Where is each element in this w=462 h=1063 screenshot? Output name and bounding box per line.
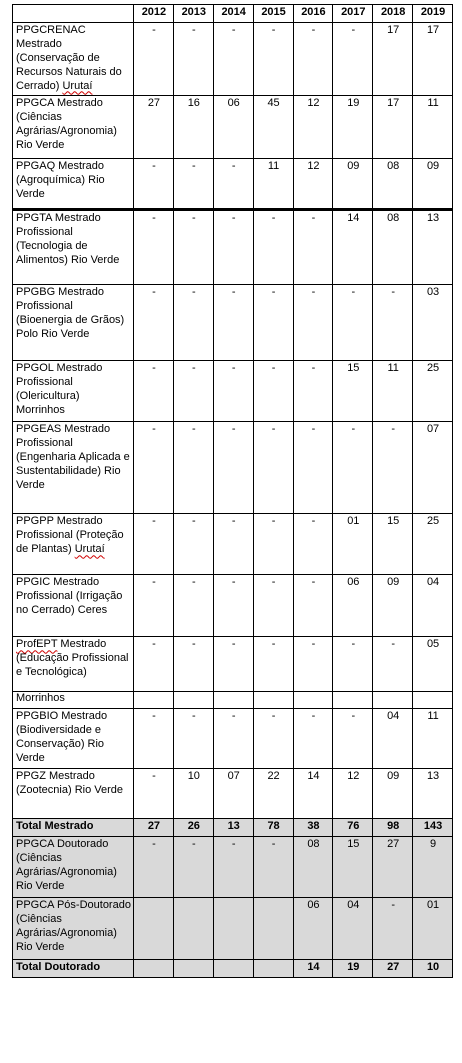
value-cell: 06: [333, 575, 373, 637]
table-row: [13, 422, 453, 514]
empty-cell: [213, 692, 253, 709]
header-row: [13, 5, 453, 23]
value-cell: 09: [373, 769, 413, 819]
value-cell: 17: [373, 22, 413, 96]
value-cell: 27: [373, 960, 413, 978]
value-cell: -: [293, 637, 333, 692]
year-header: 2017: [333, 5, 373, 23]
value-cell: 11: [413, 96, 453, 159]
value-cell: [213, 960, 253, 978]
year-header: 2014: [213, 5, 253, 23]
value-cell: 09: [413, 159, 453, 210]
program-name: PPGPP Mestrado Profissional (Proteção de Plantas): [16, 515, 124, 556]
table-row: [13, 692, 453, 709]
value-cell: 12: [293, 96, 333, 159]
value-cell: -: [213, 159, 253, 210]
value-cell: [213, 898, 253, 960]
value-cell: 01: [413, 898, 453, 960]
program-name-cell: [13, 575, 134, 637]
value-cell: -: [253, 422, 293, 514]
value-cell: 98: [373, 819, 413, 837]
program-name-cell: [13, 361, 134, 422]
table-row: [13, 575, 453, 637]
value-cell: -: [213, 210, 253, 285]
value-cell: 10: [173, 769, 213, 819]
program-name-cell: [13, 159, 134, 210]
table-row: [13, 637, 453, 692]
value-cell: -: [373, 898, 413, 960]
value-cell: -: [213, 637, 253, 692]
program-name-flagged: Urutaí: [74, 543, 105, 556]
value-cell: 15: [333, 361, 373, 422]
value-cell: 13: [413, 210, 453, 285]
programs-table-container: [12, 4, 452, 978]
value-cell: 09: [373, 575, 413, 637]
program-name: PPGTA Mestrado Profissional (Tecnologia de Alimentos) Rio Verde: [16, 212, 120, 267]
table-row: [13, 96, 453, 159]
value-cell: -: [134, 361, 174, 422]
value-cell: -: [173, 159, 213, 210]
value-cell: -: [173, 285, 213, 361]
value-cell: 22: [253, 769, 293, 819]
year-header: 2018: [373, 5, 413, 23]
value-cell: 05: [413, 637, 453, 692]
value-cell: -: [253, 575, 293, 637]
value-cell: 12: [333, 769, 373, 819]
value-cell: 14: [293, 960, 333, 978]
year-header: 2013: [173, 5, 213, 23]
table-row: [13, 514, 453, 575]
program-name: PPGIC Mestrado Profissional (Irrigação no Cerrado) Ceres: [16, 576, 123, 617]
program-name-cell: [13, 514, 134, 575]
value-cell: -: [253, 210, 293, 285]
value-cell: -: [253, 637, 293, 692]
program-name-suffix: Mestrado (Educação Profissional e Tecnológica): [16, 638, 129, 679]
value-cell: -: [213, 422, 253, 514]
value-cell: 14: [293, 769, 333, 819]
total-mestrado-row: [13, 819, 453, 837]
value-cell: -: [253, 837, 293, 898]
value-cell: -: [213, 575, 253, 637]
value-cell: 06: [293, 898, 333, 960]
value-cell: 15: [333, 837, 373, 898]
value-cell: -: [173, 514, 213, 575]
program-name-cell: [13, 709, 134, 769]
value-cell: -: [134, 514, 174, 575]
value-cell: -: [134, 22, 174, 96]
empty-cell: [413, 692, 453, 709]
value-cell: -: [333, 637, 373, 692]
program-name: PPGOL Mestrado Profissional (Olericultura) Morrinhos: [16, 362, 103, 417]
program-name-cell: [13, 285, 134, 361]
value-cell: 10: [413, 960, 453, 978]
table-row: [13, 210, 453, 285]
value-cell: 143: [413, 819, 453, 837]
value-cell: 27: [134, 819, 174, 837]
value-cell: -: [134, 769, 174, 819]
value-cell: 27: [373, 837, 413, 898]
value-cell: 19: [333, 960, 373, 978]
value-cell: -: [213, 837, 253, 898]
program-name: PPGAQ Mestrado (Agroquímica) Rio Verde: [16, 160, 105, 201]
value-cell: -: [213, 285, 253, 361]
year-header: 2016: [293, 5, 333, 23]
value-cell: 11: [373, 361, 413, 422]
value-cell: -: [134, 709, 174, 769]
value-cell: -: [293, 514, 333, 575]
program-name: PPGBIO Mestrado (Biodiversidade e Conservação) Rio Verde: [16, 710, 108, 765]
value-cell: -: [173, 637, 213, 692]
value-cell: -: [134, 210, 174, 285]
value-cell: 04: [373, 709, 413, 769]
value-cell: 45: [253, 96, 293, 159]
program-name: PPGCRENAC Mestrado (Conservação de Recursos Naturais do Cerrado): [16, 23, 122, 92]
empty-cell: [253, 692, 293, 709]
value-cell: 09: [333, 159, 373, 210]
doutorado-row: [13, 837, 453, 898]
value-cell: 08: [293, 837, 333, 898]
table-row: [13, 285, 453, 361]
value-cell: -: [173, 210, 213, 285]
value-cell: -: [253, 22, 293, 96]
value-cell: 17: [413, 22, 453, 96]
program-name: PPGCA Mestrado (Ciências Agrárias/Agronomia) Rio Verde: [16, 97, 117, 152]
value-cell: 03: [413, 285, 453, 361]
program-name-flagged: Urutaí: [62, 79, 93, 92]
value-cell: 78: [253, 819, 293, 837]
value-cell: [173, 960, 213, 978]
value-cell: [253, 898, 293, 960]
value-cell: -: [173, 422, 213, 514]
value-cell: [173, 898, 213, 960]
value-cell: 08: [373, 159, 413, 210]
value-cell: -: [293, 285, 333, 361]
value-cell: -: [173, 709, 213, 769]
value-cell: 13: [413, 769, 453, 819]
value-cell: -: [213, 709, 253, 769]
program-name-cell: [13, 769, 134, 819]
table-row: [13, 769, 453, 819]
value-cell: 01: [333, 514, 373, 575]
value-cell: 26: [173, 819, 213, 837]
program-name: PPGEAS Mestrado Profissional (Engenharia Aplicada e Sustentabilidade) Rio Verde: [16, 423, 130, 492]
value-cell: -: [134, 159, 174, 210]
value-cell: -: [134, 575, 174, 637]
value-cell: 08: [373, 210, 413, 285]
value-cell: -: [373, 285, 413, 361]
posdoc-label: PPGCA Pós-Doutorado (Ciências Agrárias/Agronomia) Rio Verde: [13, 898, 134, 960]
total-doutorado-row: [13, 960, 453, 978]
value-cell: -: [293, 210, 333, 285]
value-cell: -: [134, 637, 174, 692]
program-name-cell: [13, 96, 134, 159]
value-cell: 76: [333, 819, 373, 837]
value-cell: -: [293, 22, 333, 96]
value-cell: 25: [413, 361, 453, 422]
value-cell: [134, 960, 174, 978]
value-cell: -: [293, 361, 333, 422]
year-header: 2012: [134, 5, 174, 23]
value-cell: -: [173, 361, 213, 422]
value-cell: 16: [173, 96, 213, 159]
program-name-cell: [13, 637, 134, 692]
program-name-continuation: Morrinhos: [13, 692, 134, 709]
value-cell: 38: [293, 819, 333, 837]
program-name-cell: [13, 210, 134, 285]
header-blank: [13, 5, 134, 23]
total-doutorado-label: Total Doutorado: [13, 960, 134, 978]
table-row: [13, 159, 453, 210]
value-cell: [134, 898, 174, 960]
value-cell: 12: [293, 159, 333, 210]
empty-cell: [333, 692, 373, 709]
value-cell: 07: [213, 769, 253, 819]
value-cell: -: [134, 837, 174, 898]
value-cell: -: [213, 361, 253, 422]
year-header: 2015: [253, 5, 293, 23]
table-row: [13, 361, 453, 422]
program-name-cell: [13, 22, 134, 96]
value-cell: -: [253, 514, 293, 575]
value-cell: -: [373, 422, 413, 514]
value-cell: 27: [134, 96, 174, 159]
value-cell: 04: [333, 898, 373, 960]
value-cell: -: [333, 422, 373, 514]
posdoc-row: [13, 898, 453, 960]
value-cell: -: [253, 709, 293, 769]
program-name: PPGBG Mestrado Profissional (Bioenergia de Grãos) Polo Rio Verde: [16, 286, 125, 341]
value-cell: -: [173, 575, 213, 637]
value-cell: 9: [413, 837, 453, 898]
programs-table: [12, 4, 453, 978]
value-cell: 06: [213, 96, 253, 159]
table-row: [13, 22, 453, 96]
year-header: 2019: [413, 5, 453, 23]
empty-cell: [293, 692, 333, 709]
value-cell: 19: [333, 96, 373, 159]
empty-cell: [373, 692, 413, 709]
value-cell: -: [333, 285, 373, 361]
value-cell: -: [293, 709, 333, 769]
value-cell: -: [213, 22, 253, 96]
empty-cell: [173, 692, 213, 709]
value-cell: 11: [413, 709, 453, 769]
value-cell: 07: [413, 422, 453, 514]
value-cell: 13: [213, 819, 253, 837]
value-cell: -: [213, 514, 253, 575]
value-cell: -: [253, 285, 293, 361]
value-cell: -: [373, 637, 413, 692]
value-cell: -: [173, 837, 213, 898]
program-name: PPGZ Mestrado (Zootecnia) Rio Verde: [16, 770, 123, 797]
table-row: [13, 709, 453, 769]
value-cell: 11: [253, 159, 293, 210]
value-cell: -: [134, 422, 174, 514]
value-cell: 17: [373, 96, 413, 159]
program-name-flagged: ProfEPT: [16, 638, 58, 651]
value-cell: -: [293, 575, 333, 637]
value-cell: -: [333, 709, 373, 769]
doutorado-label: PPGCA Doutorado (Ciências Agrárias/Agronomia) Rio Verde: [13, 837, 134, 898]
value-cell: [253, 960, 293, 978]
value-cell: 25: [413, 514, 453, 575]
value-cell: -: [173, 22, 213, 96]
value-cell: 15: [373, 514, 413, 575]
total-mestrado-label: Total Mestrado: [13, 819, 134, 837]
empty-cell: [134, 692, 174, 709]
value-cell: 14: [333, 210, 373, 285]
value-cell: -: [333, 22, 373, 96]
value-cell: -: [293, 422, 333, 514]
program-name-cell: [13, 422, 134, 514]
value-cell: -: [253, 361, 293, 422]
value-cell: -: [134, 285, 174, 361]
value-cell: 04: [413, 575, 453, 637]
